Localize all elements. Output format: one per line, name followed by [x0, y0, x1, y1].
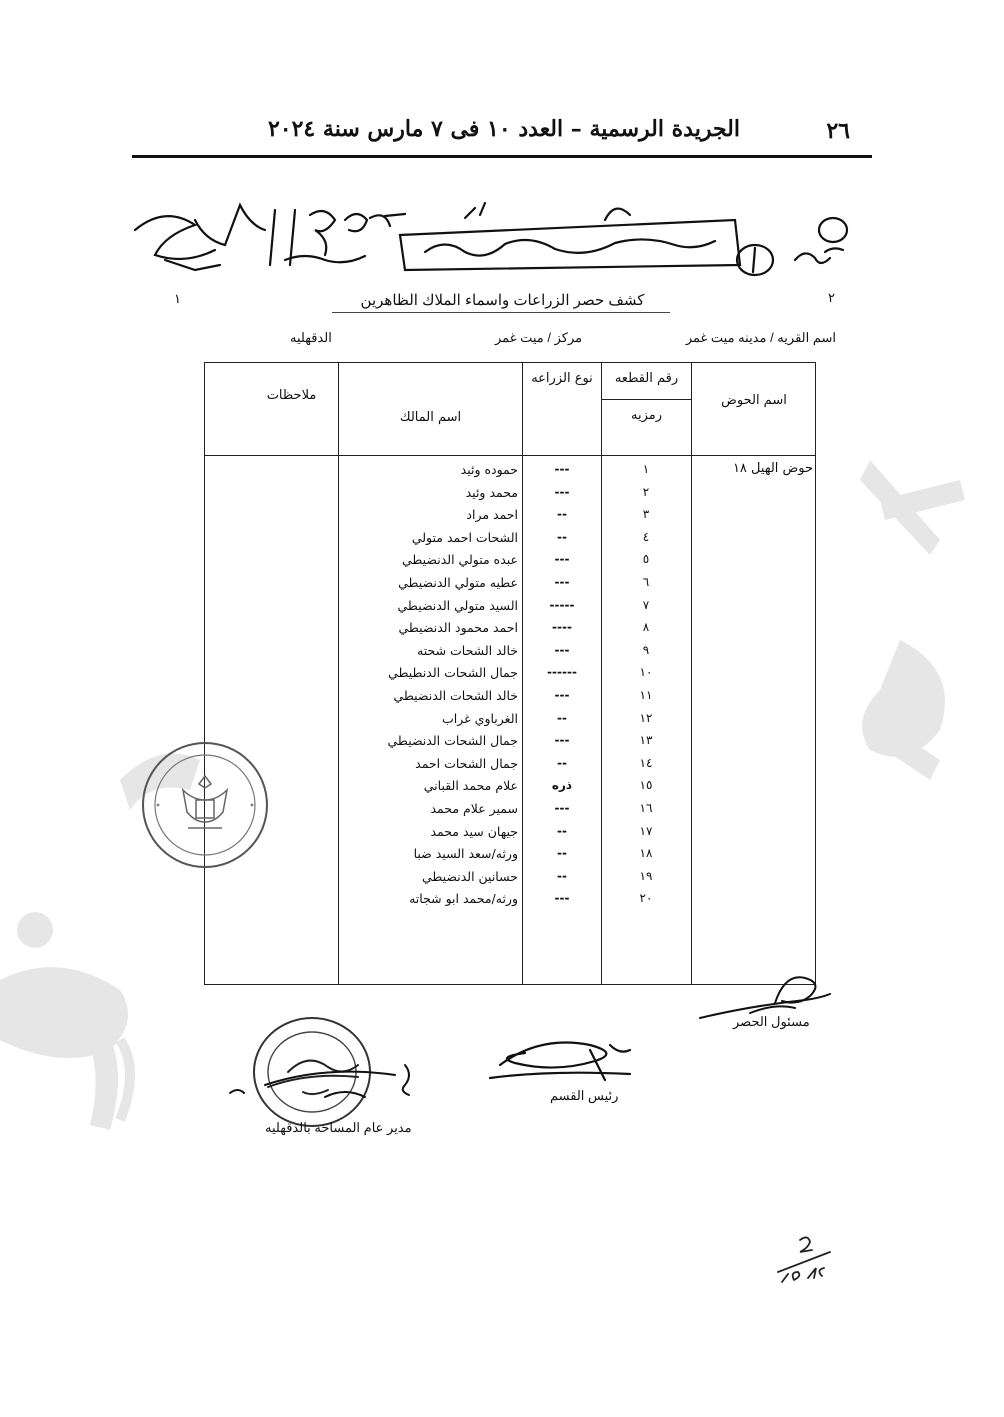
title-underline [332, 312, 670, 313]
label-section-head: رئيس القسم [550, 1088, 619, 1103]
crop-type-cell: -- [557, 529, 567, 544]
owner-name-cell: ورثه/سعد السيد ضبا [413, 846, 518, 862]
parcel-number-cell: ١٩ [639, 868, 653, 883]
parcel-number-cell: ١١ [639, 688, 653, 702]
form-title: كشف حصر الزراعات واسماء الملاك الظاهرين [360, 292, 645, 309]
page-number: ٢٦ [826, 118, 850, 144]
parcel-number-cell: ٢٠ [639, 891, 653, 906]
crop-type-cell: --- [554, 801, 570, 815]
crop-type-cell: -- [557, 846, 567, 861]
owner-name-cell: جيهان سيد محمد [430, 823, 518, 839]
owner-name-cell: خالد الشحات شحته [417, 642, 518, 658]
crop-type-cell: ذره [551, 778, 573, 793]
crop-type-cell: -- [557, 868, 567, 883]
director-signature [225, 1055, 425, 1105]
parcel-number-cell: ٢ [642, 484, 650, 499]
basin-value: حوض الهيل ١٨ [732, 461, 813, 476]
owner-name-cell: الشحات احمد متولي [411, 529, 518, 545]
eagle-seal-icon [138, 738, 272, 872]
owner-name-cell: حسانين الدنضيطي [421, 868, 518, 884]
crop-type-cell: --- [554, 733, 570, 748]
parcel-number-cell: ٨ [642, 620, 650, 635]
owner-name-cell: احمد مراد [466, 507, 518, 523]
column-divider [691, 363, 692, 984]
parcel-number-cell: ٣ [642, 507, 650, 522]
owner-name-cell: احمد محمود الدنضيطي [398, 620, 518, 636]
page-fraction-note [770, 1230, 840, 1290]
header-crop-type: نوع الزراعه [531, 371, 593, 386]
crops-table [204, 362, 816, 985]
owner-name-cell: الغرباوي غراب [442, 710, 518, 726]
gazette-title: الجريدة الرسمية – العدد ١٠ فى ٧ مارس سنة ٢٠٢٤ [267, 116, 740, 142]
parcel-number-cell: ١٦ [639, 801, 653, 815]
crop-type-cell: -- [557, 755, 567, 770]
owner-name-cell: سمير علام محمد [430, 801, 518, 816]
parcel-number-cell: ١٠ [639, 665, 653, 680]
crop-type-cell: ----- [549, 597, 575, 612]
parcel-number-cell: ١٧ [639, 823, 653, 838]
mark-left: ١ [174, 292, 181, 307]
parcel-number-cell: ١٨ [639, 846, 653, 861]
parcel-number-cell: ٧ [642, 597, 650, 612]
header-notes: ملاحظات [266, 388, 317, 403]
crop-type-cell: --- [554, 575, 570, 589]
crop-type-cell: --- [554, 552, 570, 567]
owner-name-cell: حموده وئيد [460, 462, 518, 477]
parcel-number-cell: ٩ [642, 642, 650, 657]
label-inspector: مسئول الحصر [733, 1014, 810, 1029]
crop-type-cell: --- [554, 891, 570, 906]
crop-type-cell: -- [557, 507, 567, 522]
parcel-number-cell: ١ [642, 462, 650, 476]
owner-name-cell: عبده متولي الدنضيطي [401, 552, 518, 568]
owner-name-cell: جمال الشحات الدنطيطي [388, 665, 518, 681]
crop-type-cell: --- [554, 484, 570, 499]
header-parcel-code: رمزيه [630, 408, 662, 423]
owner-name-cell: خالد الشحات الدنضيطي [393, 688, 518, 703]
parcel-number-cell: ٥ [642, 552, 650, 567]
location-center: مركز / ميت غمر [495, 330, 583, 345]
owner-name-cell: جمال الشحات الدنضيطي [387, 733, 518, 749]
parcel-number-cell: ٤ [642, 529, 650, 544]
crop-type-cell: -- [557, 710, 567, 725]
parcel-number-cell: ١٤ [639, 755, 653, 770]
location-village: اسم القريه / مدينه ميت غمر [685, 330, 836, 345]
owner-name-cell: جمال الشحات احمد [415, 755, 518, 771]
owner-name-cell: محمد وئيد [465, 484, 518, 500]
column-divider [338, 363, 339, 984]
header-divider [205, 455, 815, 456]
crop-type-cell: ------ [547, 665, 577, 680]
parcel-number-cell: ١٥ [639, 778, 653, 793]
owner-name-cell: عطيه متولي الدنضيطي [398, 575, 518, 590]
header-basin: اسم الحوض [721, 393, 787, 408]
header-parcel-number: رقم القطعه [614, 371, 679, 386]
parcel-number-cell: ١٣ [639, 733, 653, 748]
crop-type-cell: --- [554, 688, 570, 702]
section-head-signature [480, 1030, 650, 1095]
handwritten-annotation [125, 190, 855, 285]
owner-name-cell: ورثه/محمد ابو شجاته [409, 891, 518, 907]
header-owner: اسم المالك [399, 410, 462, 425]
owner-name-cell: علام محمد القباني [423, 778, 518, 794]
crop-type-cell: --- [554, 642, 570, 657]
mark-right: ٢ [828, 291, 835, 306]
label-director: مدير عام المساحه بالدقهليه [265, 1120, 412, 1135]
crop-type-cell: ---- [552, 620, 572, 635]
location-governorate: الدقهليه [290, 330, 332, 345]
crop-type-cell: --- [554, 462, 570, 476]
owner-name-cell: السيد متولي الدنضيطي [397, 597, 518, 613]
parcel-number-cell: ١٢ [639, 710, 653, 725]
crop-type-cell: -- [557, 823, 567, 838]
parcel-subdivider [601, 399, 691, 400]
header-rule [132, 155, 872, 158]
parcel-number-cell: ٦ [642, 575, 650, 589]
